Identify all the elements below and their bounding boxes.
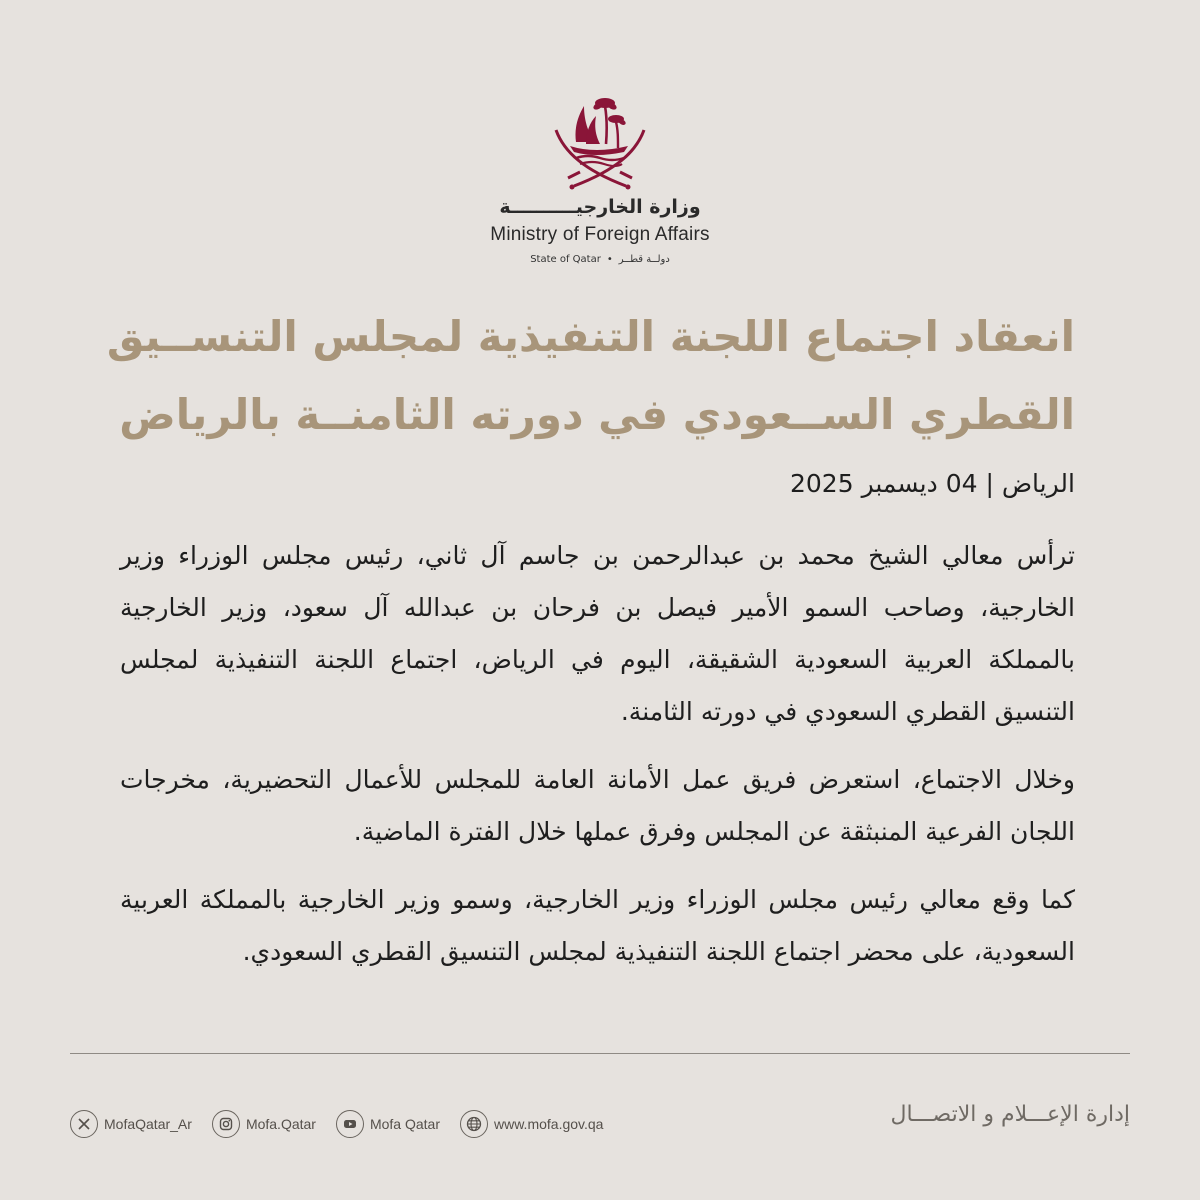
social-links — [70, 1108, 623, 1140]
state-separator: • — [606, 254, 613, 265]
social-link-instagram-label: Mofa.Qatar — [245, 1116, 316, 1132]
headline — [106, 298, 1075, 454]
social-link-x[interactable] — [70, 1110, 192, 1138]
social-link-youtube[interactable] — [336, 1110, 440, 1138]
footer-divider — [70, 1053, 1130, 1054]
state-name-arabic: دولــة قطــر — [618, 254, 670, 265]
ministry-name-english: Ministry of Foreign Affairs — [490, 224, 710, 245]
article-body — [120, 530, 1075, 994]
social-link-x-label: MofaQatar_Ar — [104, 1116, 192, 1132]
paragraph-1: ترأس معالي الشيخ محمد بن عبدالرحمن بن جاسم آل ثاني، رئيس مجلس الوزراء وزير الخارجية، وصاحب السمو الأمير فيصل بن فرحان بن عبدالله آل سعود، وزير الخارجية بالمملكة العربية السعودية الشقيقة، اليوم في الرياض، اجتماع اللجنة التنفيذية لمجلس التنسيق القطري السعودي في دورته الثامنة. — [120, 541, 1075, 726]
paragraph-3: كما وقع معالي رئيس مجلس الوزراء وزير الخارجية، وسمو وزير الخارجية بالمملكة العربية السعودية، على محضر اجتماع اللجنة التنفيذية لمجلس التنسيق القطري السعودي. — [120, 885, 1075, 966]
x-logo-icon — [70, 1110, 98, 1138]
headline-line-1: انعقاد اجتماع اللجنة التنفيذية لمجلس التنســيق — [106, 312, 1075, 361]
social-link-website-label: www.mofa.gov.qa — [494, 1116, 604, 1132]
instagram-icon — [212, 1110, 240, 1138]
social-link-youtube-label: Mofa Qatar — [369, 1116, 440, 1132]
qatar-emblem-icon — [550, 92, 650, 192]
globe-icon — [460, 1110, 488, 1138]
media-department-label: إدارة الإعـــلام و الاتصـــال — [890, 1102, 1130, 1127]
headline-line-2: القطري الســعودي في دورته الثامنــة بالرياض — [119, 390, 1075, 439]
state-name-english: State of Qatar — [530, 254, 601, 265]
youtube-icon — [336, 1110, 364, 1138]
social-link-instagram[interactable] — [212, 1110, 316, 1138]
dateline: الرياض | 04 ديسمبر 2025 — [790, 469, 1075, 498]
ministry-name-arabic: وزارة الخارجيــــــــــة — [499, 196, 701, 218]
social-link-website[interactable] — [460, 1110, 603, 1138]
state-of-qatar-line — [0, 254, 1200, 265]
paragraph-2: وخلال الاجتماع، استعرض فريق عمل الأمانة العامة للمجلس للأعمال التحضيرية، مخرجات اللجان الفرعية المنبثقة عن المجلس وفرق عملها خلال الفترة الماضية. — [120, 765, 1075, 846]
